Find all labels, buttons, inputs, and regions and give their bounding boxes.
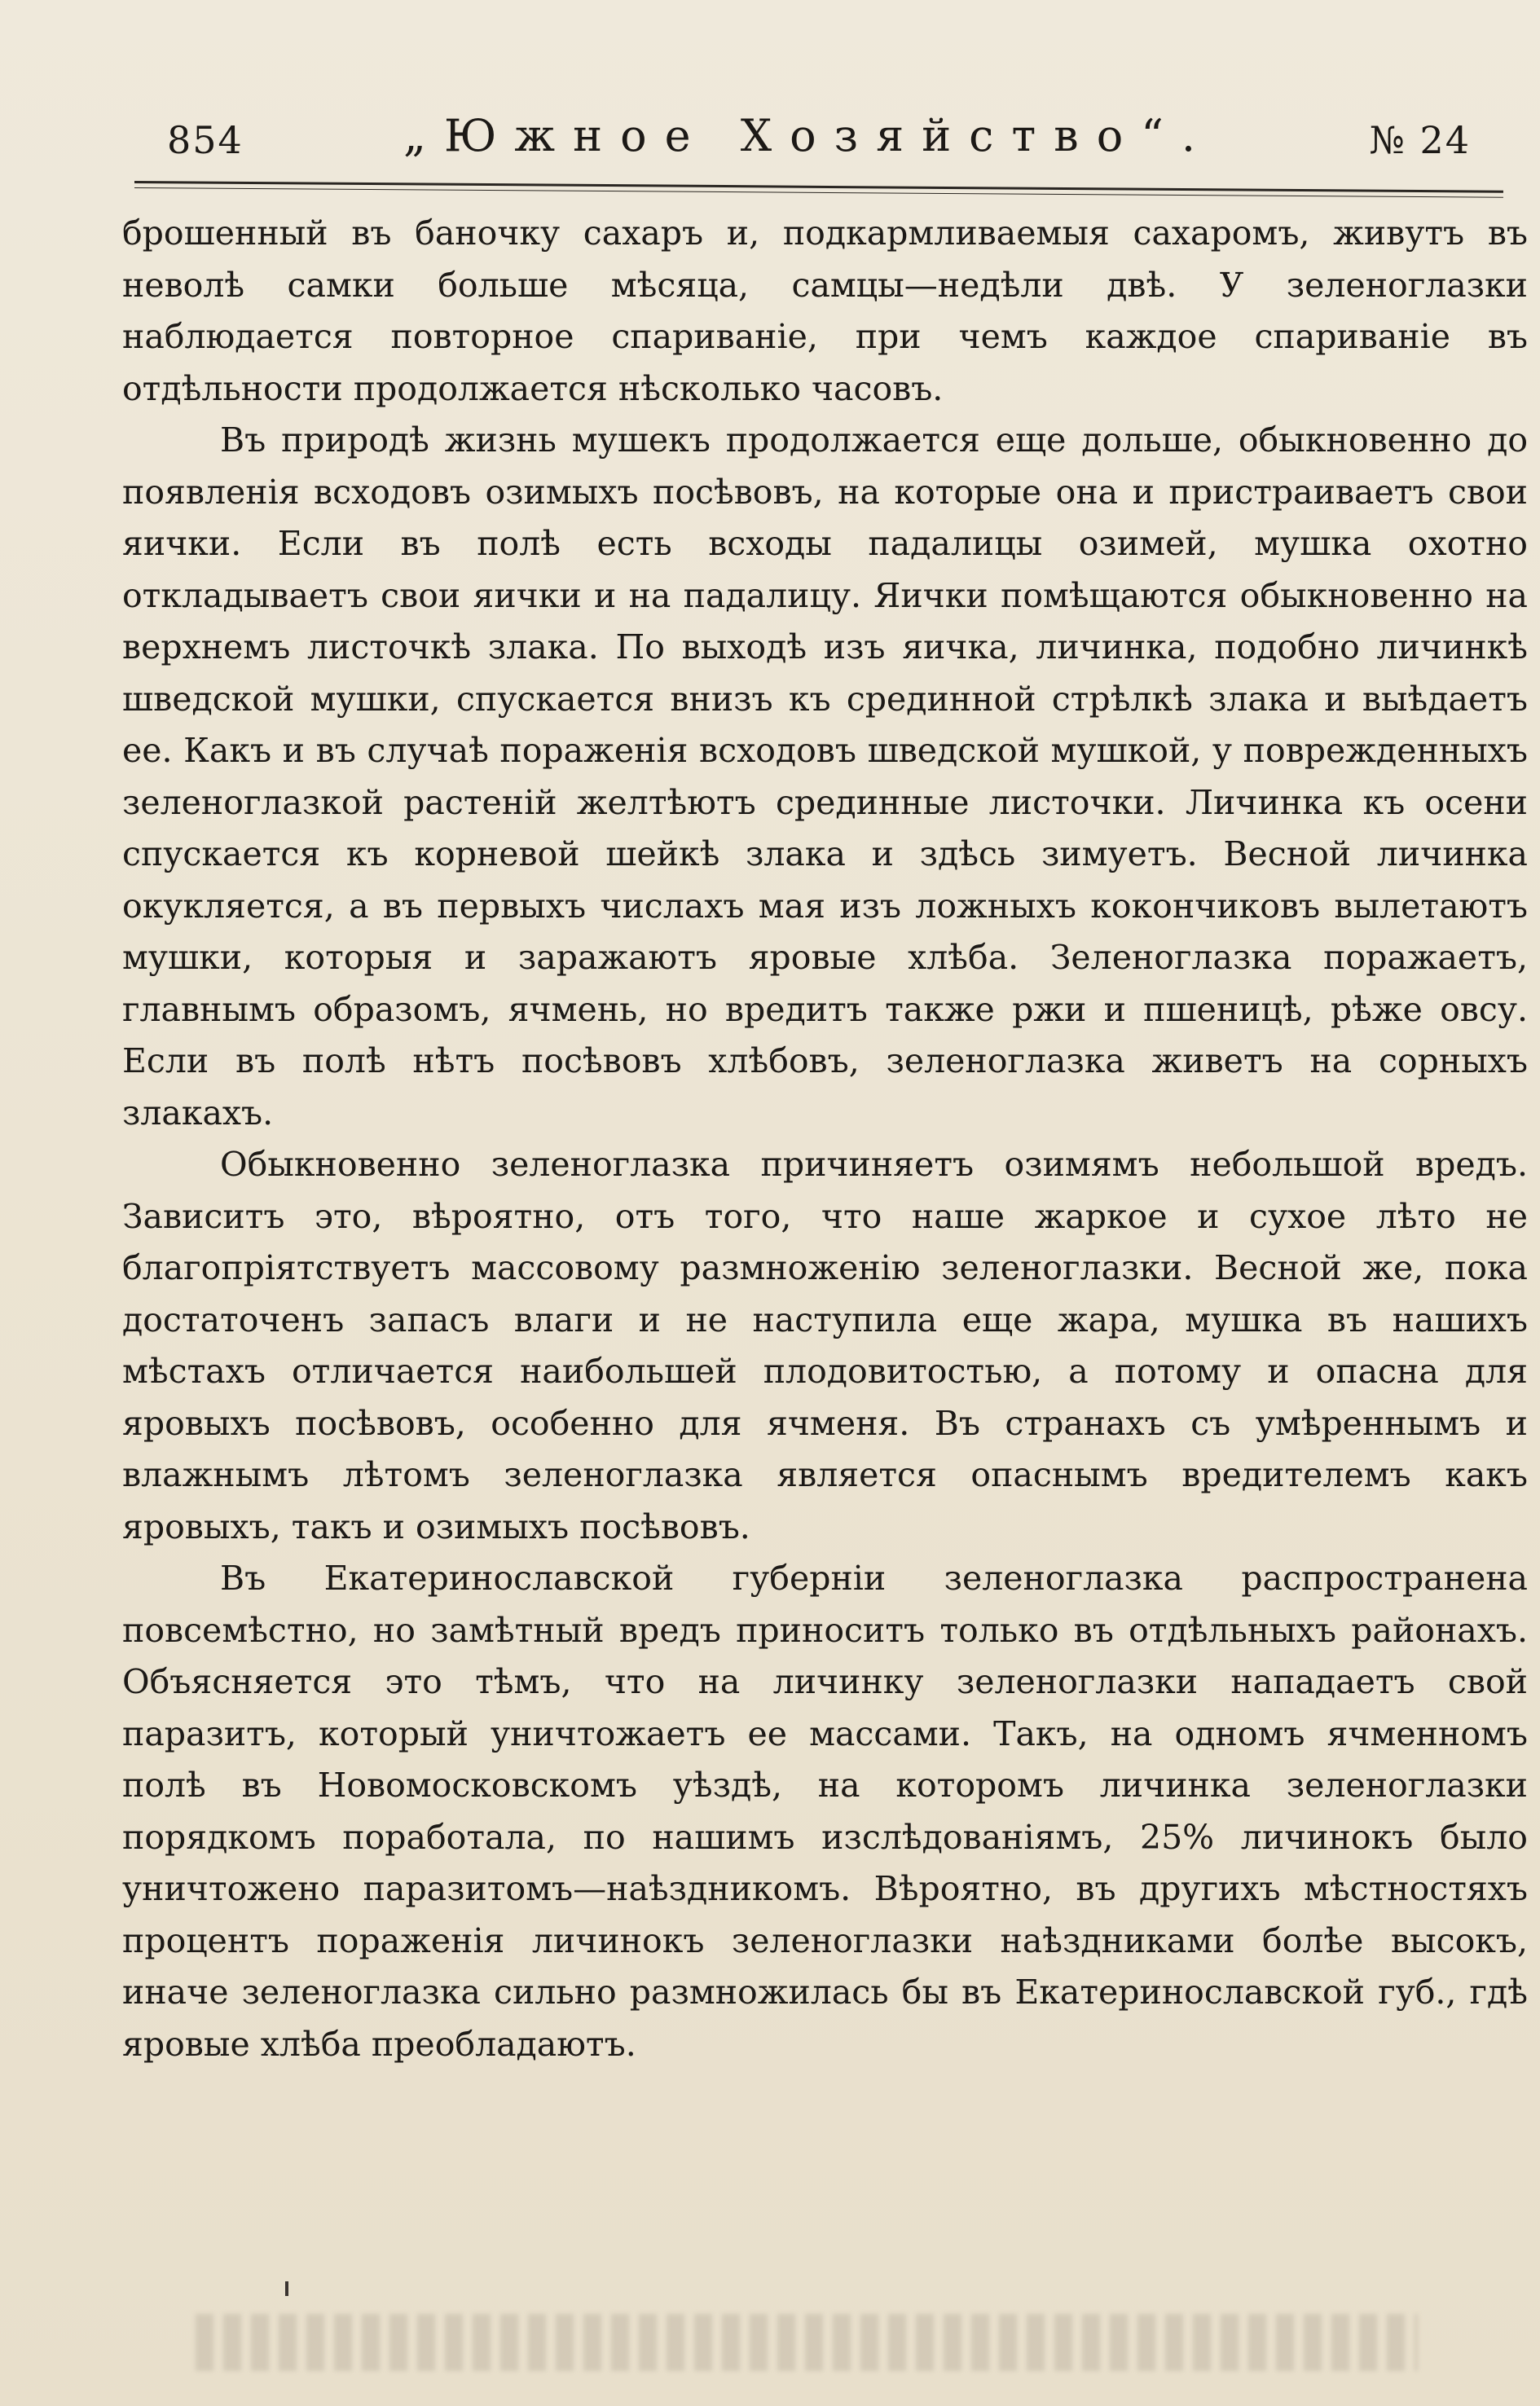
issue-number: № 24 <box>1369 118 1471 162</box>
body-text <box>122 208 1528 2070</box>
page-number: 854 <box>167 118 244 162</box>
journal-title: „Южное Хозяйство“. <box>403 110 1213 161</box>
running-head <box>167 110 1471 175</box>
header-rule <box>134 181 1503 193</box>
paragraph-damage: Обыкновенно зеленоглазка причиняетъ озимямъ небольшой вредъ. Зависитъ это, вѣроятно, отъ того, что наше жаркое и сухое лѣто не благопріятствуетъ массовому размноженію зеленоглазки. Весной же, пока достаточенъ запасъ влаги и не наступила еще жара, мушка въ нашихъ мѣстахъ отличается наибольшей плодовитостью, а потому и опасна для яровыхъ посѣвовъ, особенно для ячменя. Въ странахъ съ умѣреннымъ и влажнымъ лѣтомъ зеленоглазка является опаснымъ вредителемъ какъ яровыхъ, такъ и озимыхъ посѣвовъ. <box>122 1145 1528 1546</box>
paragraph-lifecycle: Въ природѣ жизнь мушекъ продолжается еще дольше, обыкновенно до появленія всходовъ озимыхъ посѣвовъ, на которые она и пристраиваетъ свои яички. Если въ полѣ есть всходы падалицы озимей, мушка охотно откладываетъ свои яички и на падалицу. Яички помѣщаются обыкновенно на верхнемъ листочкѣ злака. По выходѣ изъ яичка, личинка, подобно личинкѣ шведской мушки, спускается внизъ къ срединной стрѣлкѣ злака и выѣдаетъ ее. Какъ и въ случаѣ пораженія всходовъ шведской мушкой, у поврежденныхъ зеленоглазкой растеній желтѣютъ срединные листочки. Личинка къ осени спускается къ корневой шейкѣ злака и здѣсь зимуетъ. Весной личинка окукляется, а въ первыхъ числахъ мая изъ ложныхъ кокончиковъ вылетаютъ мушки, которыя и заражаютъ яровые хлѣба. Зеленоглазка поражаетъ, главнымъ образомъ, ячмень, но вредитъ также ржи и пшеницѣ, рѣже овсу. Если въ полѣ нѣтъ посѣвовъ хлѣбовъ, зеленоглазка живетъ на сорныхъ злакахъ. <box>122 420 1528 1133</box>
ink-mark <box>285 2281 288 2296</box>
paragraph-distribution: Въ Екатеринославской губерніи зеленоглазка распространена повсемѣстно, но замѣтный вредъ приноситъ только въ отдѣльныхъ районахъ. Объясняется это тѣмъ, что на личинку зеленоглазки нападаетъ свой паразитъ, который уничтожаетъ ее массами. Такъ, на одномъ ячменномъ полѣ въ Новомосковскомъ уѣздѣ, на которомъ личинка зеленоглазки порядкомъ поработала, по нашимъ изслѣдованіямъ, 25% личинокъ было уничтожено паразитомъ—наѣздникомъ. Вѣроятно, въ другихъ мѣстностяхъ процентъ пораженія личинокъ зеленоглазки наѣздниками болѣе высокъ, иначе зеленоглазка сильно размножилась бы въ Екатеринославской губ., гдѣ яровые хлѣба преобладаютъ. <box>122 1559 1528 2064</box>
bleed-through <box>196 2314 1418 2371</box>
paragraph-continuation: брошенный въ баночку сахаръ и, подкармливаемыя сахаромъ, живутъ въ неволѣ самки больше мѣсяца, самцы—недѣли двѣ. У зеленоглазки наблюдается повторное спариваніе, при чемъ каждое спариваніе въ отдѣльности продолжается нѣсколько часовъ. <box>122 213 1528 408</box>
